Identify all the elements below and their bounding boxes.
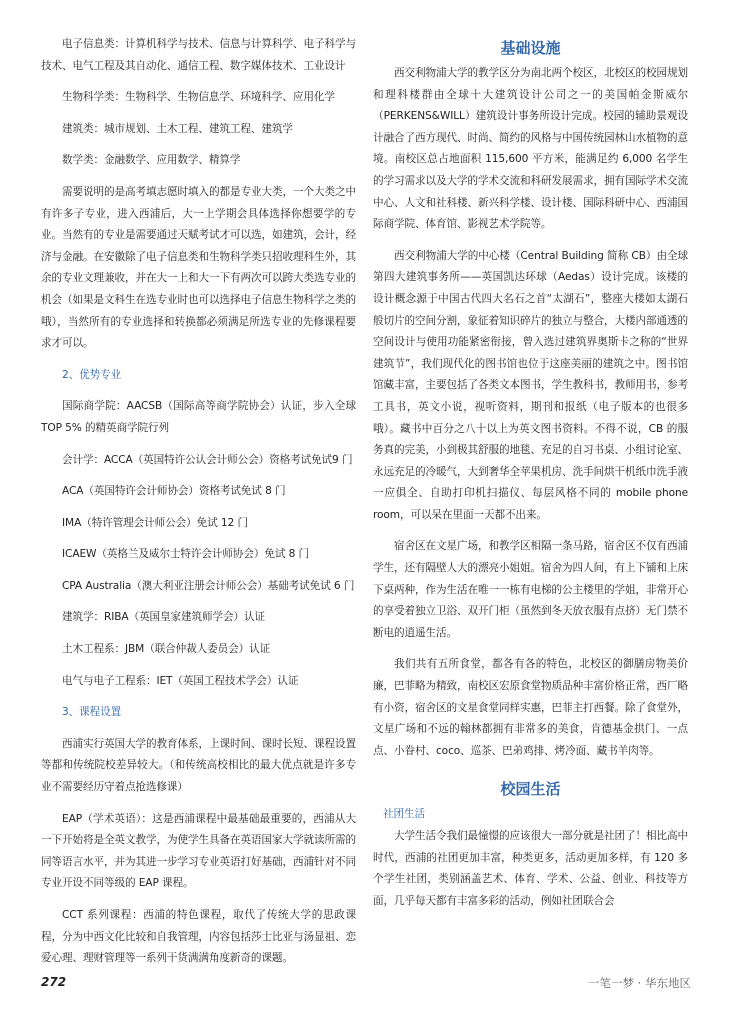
accreditation-item: 国际商学院：AACSB（国际高等商学院协会）认证，步入全球 TOP 5% 的精英商学院行列 <box>41 400 356 434</box>
dormitory-paragraph: 宿舍区在文星广场，和教学区相隔一条马路，宿舍区不仅有西浦学生，还有隔壁人大的漂亮小姐姐。宿舍为四人间，有上下铺和上床下桌两种，作为生活在唯一一栋有电梯的公主楼里的学姐，非常开心的享受着独立卫浴、双开门柜（虽然到冬天放衣服有点挤）无门禁不断电的逍遥生活。 <box>373 540 688 639</box>
right-column <box>373 37 688 912</box>
accreditation-item: 会计学：ACCA（英国特许公认会计师公会）资格考试免试9 门 <box>62 453 353 466</box>
left-column <box>41 34 356 970</box>
curriculum-eap: EAP（学术英语）：这是西浦课程中最基础最重要的，西浦从大一下开始将是全英文教学，为使学生具备在英语国家大学就读所需的同等语言水平，并为其进一步学习专业英语打好基础，西浦针对不同专业开设不同等级的 EAP 课程。 <box>41 812 356 890</box>
accreditation-item: 电气与电子工程系：IET（英国工程技术学会）认证 <box>62 674 299 687</box>
central-building-paragraph: 西交利物浦大学的中心楼（Central Building 简称 CB）由全球第四大建筑事务所——英国凯达环球（Aedas）设计完成。该楼的设计概念源于中国古代四大名石之首“太湖石”，整座大楼如太湖石般切片的空间分割，象征着知识碎片的独立与整合，大楼内部通透的空间设计与使用功能紧密衔接，曾入选过建筑界奥斯卡之称的“世界建筑节”，我们现代化的图书馆也位于这座美丽的建筑之中。图书馆馆藏丰富，主要包括了各类文本图书，学生教科书，教师用书，参考工具书，英文小说，视听资料，期刊和报纸（电子版本的也很多哦）。藏书中百分之八十以上为英文图书资料。不得不说，CB 的服务真的完美，小到极其舒服的地毯、充足的自习书桌、小组讨论室、永远充足的冷暖气，大到奢华全苹果机房、洗手间烘干机纸巾洗手液一应俱全、自助打印机扫描仪、每层风格不同的 mobile phone room，可以呆在里面一天都不出来。 <box>373 249 688 521</box>
major-category-electronics: 电子信息类：计算机科学与技术、信息与计算科学、电子科学与技术、电气工程及其自动化、通信工程、数字媒体技术、工业设计 <box>41 38 356 72</box>
section-infrastructure-title: 基础设施 <box>500 39 561 57</box>
subsection-clubs-title: 社团生活 <box>383 808 425 821</box>
clubs-paragraph: 大学生活令我们最憧憬的应该很大一部分就是社团了！相比高中时代，西浦的社团更加丰富，种类更多，活动更加多样，有 120 多个学生社团，类别涵盖艺术、体育、学术、公益、创业、科技等方面，几乎每天都有丰富多彩的活动，例如社团联合会 <box>373 830 688 907</box>
accreditation-item: ICAEW（英格兰及威尔士特许会计师协会）免试 8 门 <box>62 548 309 561</box>
accreditation-item: IMA（特许管理会计师公会）免试 12 门 <box>62 516 248 529</box>
major-category-biology: 生物科学类：生物科学、生物信息学、环境科学、应用化学 <box>62 91 335 104</box>
major-selection-note: 需要说明的是高考填志愿时填入的都是专业大类，一个大类之中有许多子专业，进入西浦后，大一上学期会具体选择你想要学的专业。当然有的专业是需要通过天赋考试才可以选，如建筑，会计，经济与金融。在安徽除了电子信息类和生物科学类只招收理科生外，其余的专业文理兼收，并在大一上和大一下有两次可以跨大类选专业的机会（如果是文科生在选专业时也可以选择电子信息生物科学之类的哦），当然所有的专业选择和转换都必须满足所选专业的先修课程要求才可以。 <box>41 185 356 350</box>
campus-paragraph: 西交利物浦大学的教学区分为南北两个校区，北校区的校园规划和理科楼群由全球十大建筑设计公司之一的美国帕金斯威尔（PERKENS&WILL）建筑设计事务所设计完成。校园的辅助景观设计融合了西方现代、时尚、简约的风格与中国传统园林山水植物的意境。南校区总占地面积 115,600 平方米，能满足约 6,000 名学生的学习需求以及大学的学术交流和科研发展需求，拥有国际学术交流中心、人文和社科楼、新兴科学楼、设计楼、国际科研中心、西浦国际商学院、体育馆、影视艺术学院等。 <box>373 67 688 231</box>
major-category-math: 数学类：金融数学、应用数学、精算学 <box>62 154 241 167</box>
accreditation-item: 建筑学：RIBA（英国皇家建筑师学会）认证 <box>62 611 265 624</box>
canteen-paragraph: 我们共有五所食堂，都各有各的特色，北校区的御膳房物美价廉，巴菲略为精致，南校区宏原食堂物质品种丰富价格正常，西厂略有小资，宿舍区的文星食堂同样实惠，巴菲主打西餐。除了食堂外，文星广场和不远的翰林都拥有非常多的美食，肯德基金拱门、一点点、小眷村、coco、巡茶、巴弟鸡排、烤冷面、藏书羊肉等。 <box>373 658 688 757</box>
curriculum-cct: CCT 系列课程：西浦的特色课程，取代了传统大学的思政课程，分为中西文化比较和自我管理，内容包括莎士比亚与汤显祖、恋爱心理、理财管理等一系列干货满满角度新奇的课题。 <box>41 909 356 965</box>
running-title: 一笔一梦 · 华东地区 <box>588 976 691 990</box>
accreditation-item: ACA（英国特许会计师协会）资格考试免试 8 门 <box>62 485 286 498</box>
accreditation-item: 土木工程系：JBM（联合仲裁人委员会）认证 <box>62 643 271 656</box>
curriculum-overview: 西浦实行英国大学的教育体系，上课时间、课时长短、课程设置等都和传统院校差异较大。（和传统高校相比的最大优点就是许多专业不需要经历守着点抢选修课） <box>41 737 356 794</box>
section-curriculum-title: 3、课程设置 <box>62 706 122 719</box>
major-category-architecture: 建筑类：城市规划、土木工程、建筑工程、建筑学 <box>62 122 293 135</box>
section-advantage-majors-title: 2、优势专业 <box>62 368 122 381</box>
section-campus-life-title: 校园生活 <box>500 780 561 799</box>
accreditation-item: CPA Australia（澳大利亚注册会计师公会）基础考试免试 6 门 <box>62 579 355 592</box>
page-footer <box>41 975 691 999</box>
page-number: 272 <box>41 975 67 989</box>
